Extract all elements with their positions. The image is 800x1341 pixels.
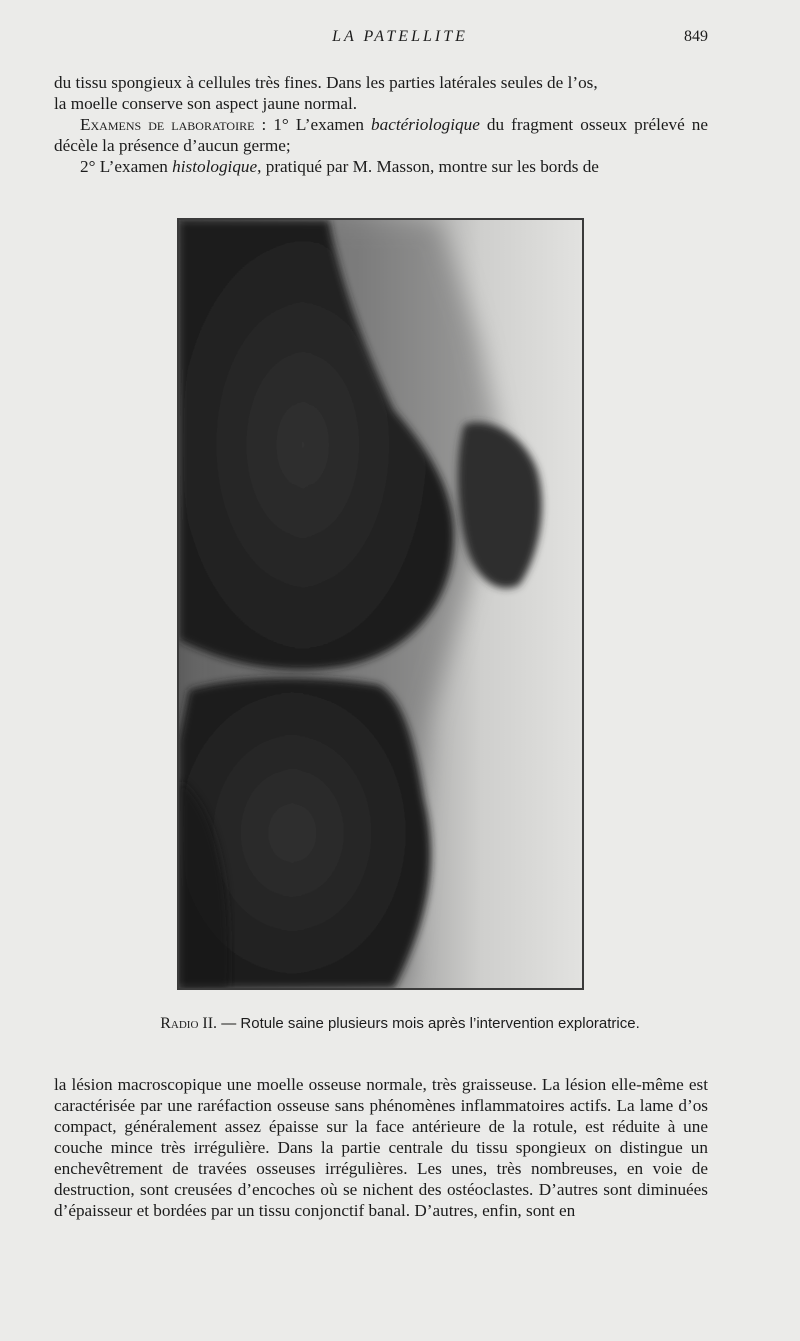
paragraph-1	[54, 72, 708, 114]
running-head	[0, 28, 800, 52]
paragraph-2-text-a: : 1° L’examen	[254, 115, 372, 134]
lab-exams-label: Examens de laboratoire	[80, 115, 255, 134]
paragraph-1-line-2: la moelle conserve son aspect jaune normal.	[54, 94, 358, 113]
figure-caption	[0, 1015, 800, 1033]
top-text-block	[54, 72, 708, 177]
caption-text: — Rotule saine plusieurs mois après l’intervention exploratrice.	[217, 1015, 640, 1032]
paragraph-3-italic: histologique	[172, 157, 258, 176]
paragraph-2-italic: bactériologique	[371, 115, 480, 134]
knee-radiograph-image	[179, 220, 582, 988]
caption-label: Radio II.	[160, 1015, 218, 1032]
page-number: 849	[684, 28, 708, 45]
paragraph-3-text-a: 2° L’examen	[80, 157, 173, 176]
paragraph-4: la lésion macroscopique une moelle osseuse normale, très graisseuse. La lésion elle-même est caractérisée par une raréfaction osseuse sans phénomènes inflammatoires actifs. La lame d’os compact, généralement assez épaisse sur la face antérieure de la rotule, est réduite à une couche mince très irrégulière. Dans la partie centrale du tissu spongieux on distingue un enchevêtrement de travées osseuses irrégulières. Les unes, très nombreuses, en voie de destruction, sont creusées d’encoches où se nichent des ostéoclastes. D’autres sont diminuées d’épaisseur et bordées par un tissu conjonctif banal. D’autres, enfin, sont en	[54, 1075, 708, 1220]
paragraph-2-text-b: du fragment osseux prélevé ne décèle la présence d’aucun germe;	[54, 115, 708, 155]
bottom-text-block	[54, 1074, 708, 1221]
running-title: LA PATELLITE	[332, 28, 468, 45]
paragraph-2	[54, 114, 708, 156]
radiograph-figure	[177, 218, 584, 990]
paragraph-1-line-1: du tissu spongieux à cellules très fines. Dans les parties latérales seules de l’os,	[54, 73, 598, 92]
paragraph-3	[54, 156, 708, 177]
paragraph-3-text-b: , pratiqué par M. Masson, montre sur les bords de	[257, 157, 599, 176]
